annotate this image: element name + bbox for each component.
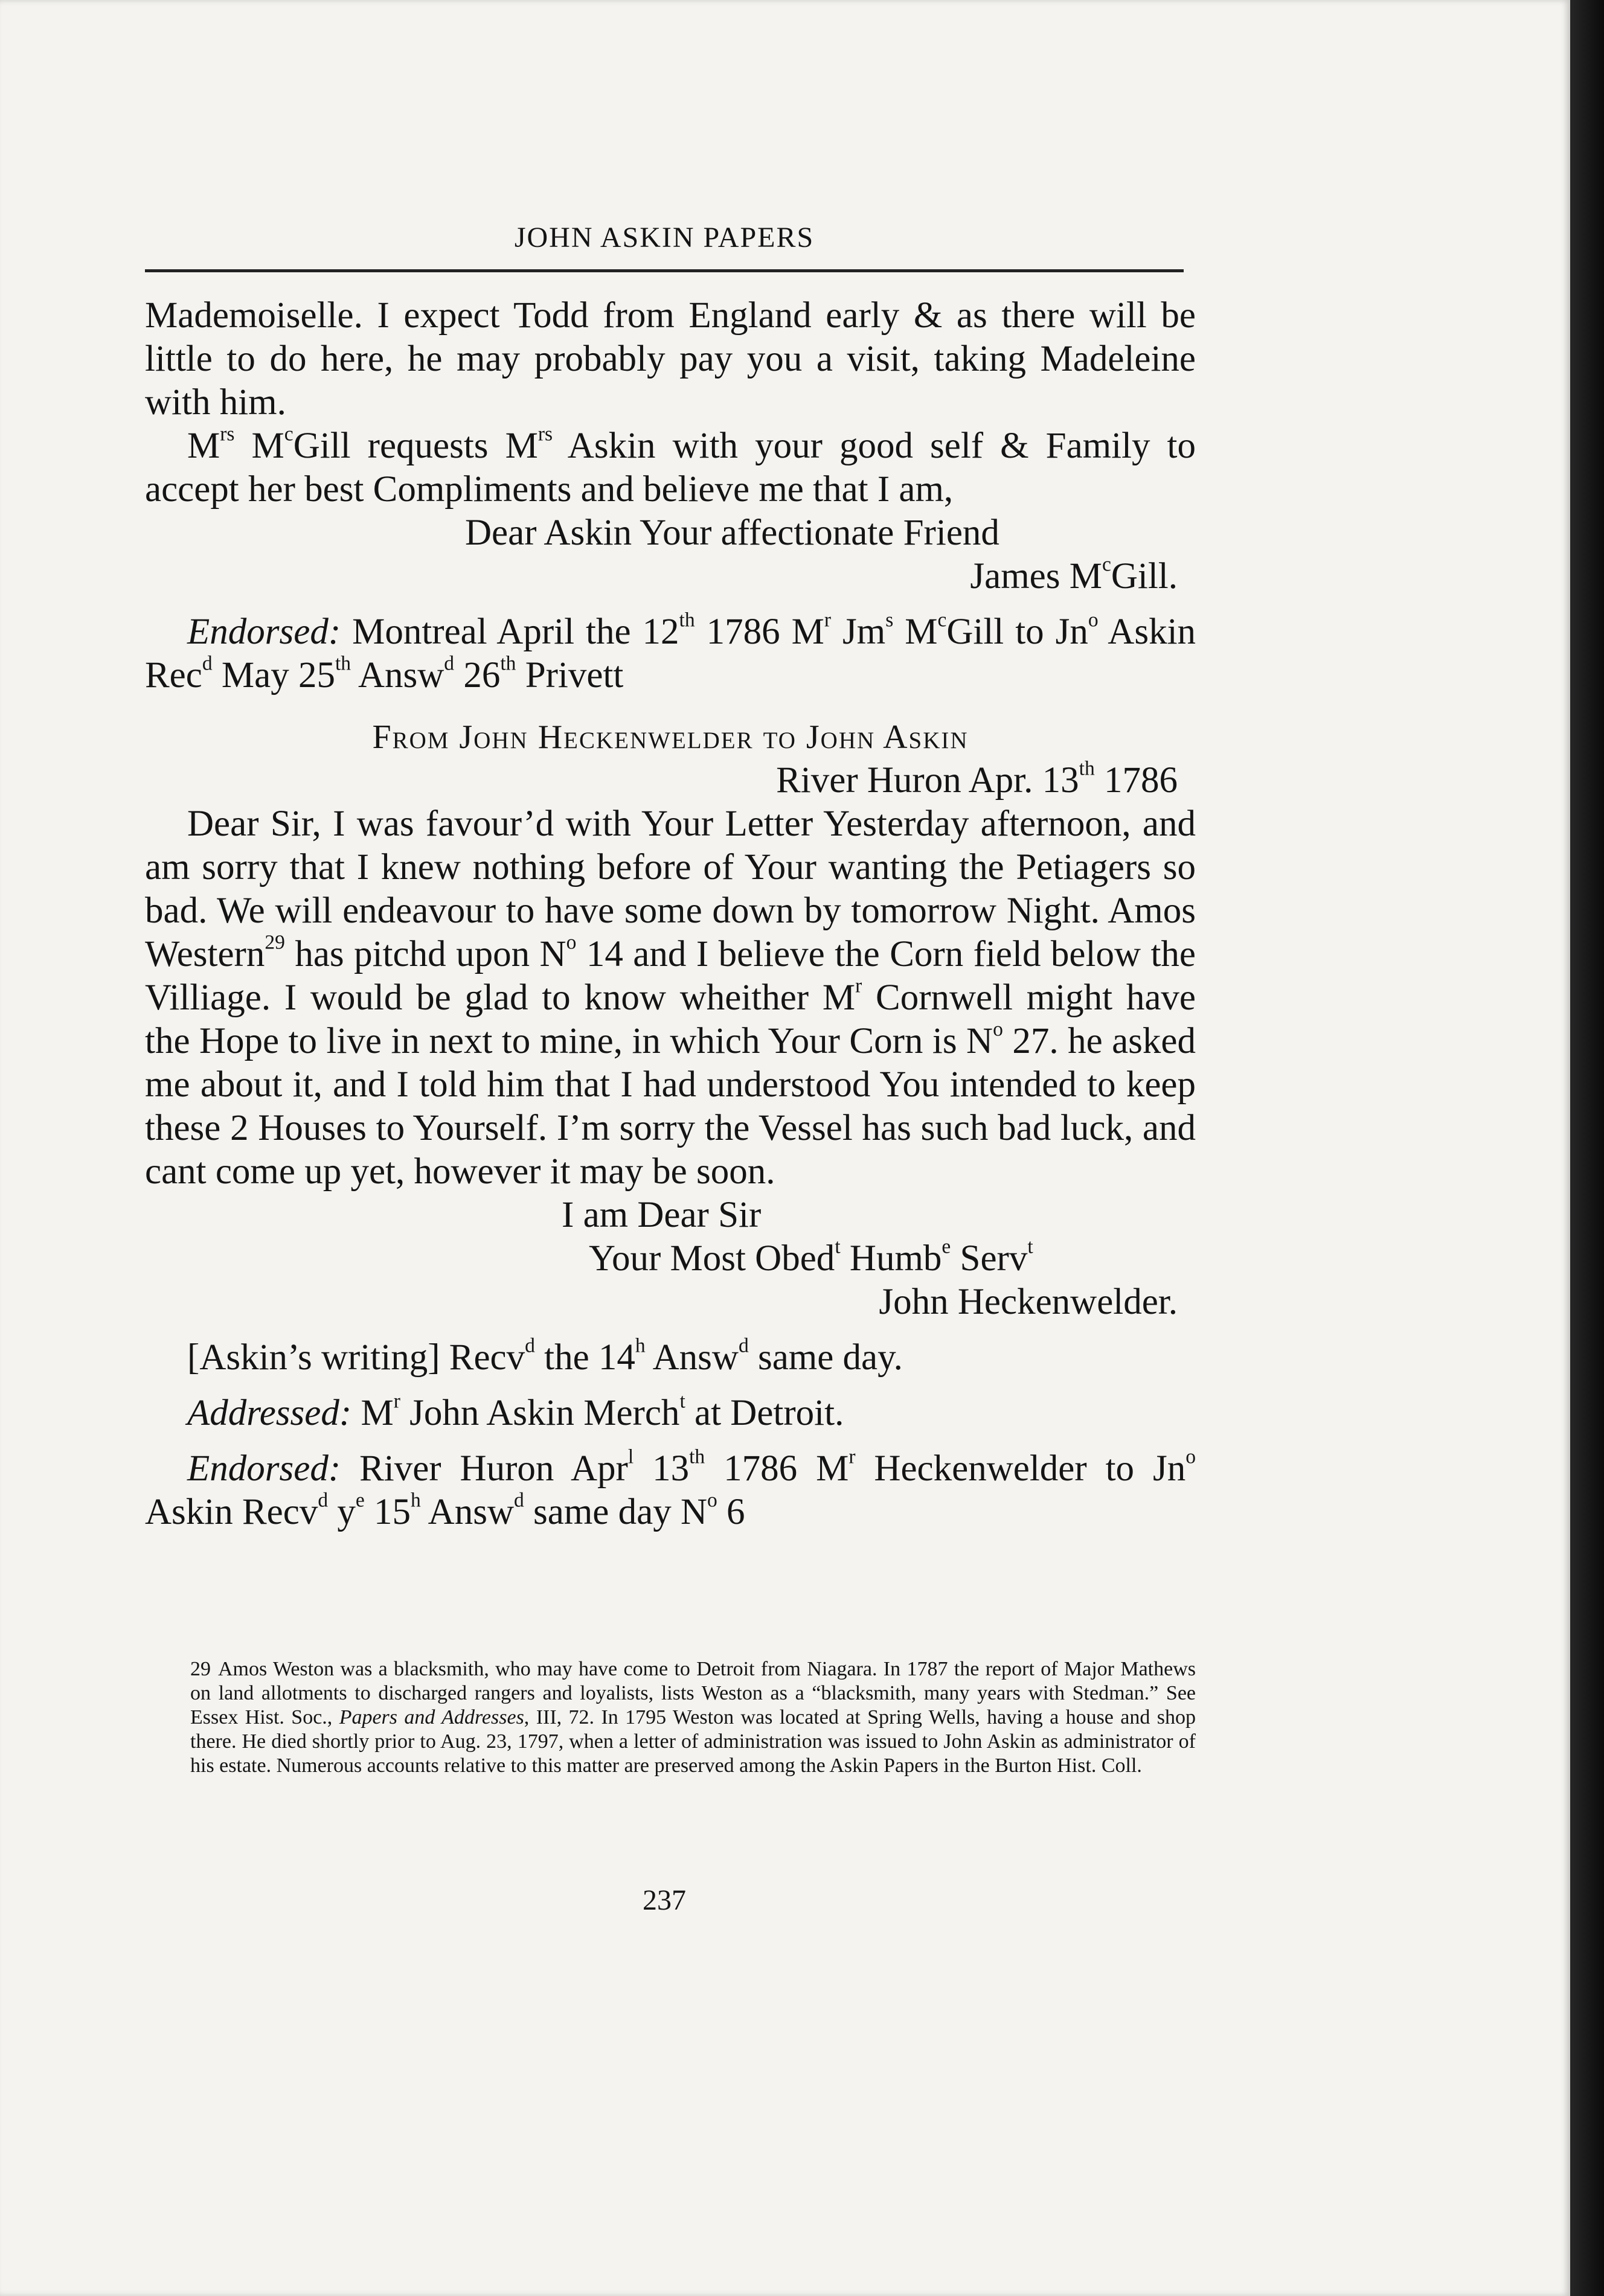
letter1-endorsement: Endorsed: Montreal April the 12th 1786 $M^r$ Jm$^s$ $M^cGill$ to Jn$^o$ Askin Rec$^d$ May 25th Answ$^d$ 26th Privett: [145, 609, 1196, 696]
endorsed-label: Endorsed:: [187, 612, 341, 652]
letter1-paragraph-1: Mademoiselle. I expect Todd from England early & as there will be little to do here, he may probably pay you a visit, taking Madeleine with him.: [145, 295, 1196, 423]
letter1-closing: Dear Askin Your affectionate Friend: [465, 513, 999, 553]
letter2-closing-2: Your Most Obed$^t$ Humb$^e$ Serv$^t$: [589, 1235, 1033, 1279]
page-body: [145, 294, 1196, 1534]
letter2-signature: John Heckenwelder.: [879, 1282, 1178, 1322]
letter2-endorsement: Endorsed: River Huron Apr$^l$ 13th 1786 $M^r$ Heckenwelder to Jn$^o$ Askin Recv$^d$ $y^e$ 15$^h$ Answ$^d$ same day $N^o$ 6: [145, 1445, 1196, 1532]
letter1-paragraph-2: $M^{rs}$ $M^cGill$ requests $M^{rs}$ Askin with your good self & Family to accept her best Compliments and believe me that I am,: [145, 423, 1196, 510]
footnote-block: [190, 1657, 1196, 1778]
letter2-closing-1: I am Dear Sir: [562, 1195, 762, 1235]
letter2-dateline: River Huron Apr. 13th 1786: [776, 757, 1178, 801]
letter2-askin-note: [Askin’s writing] Recv$^d$ the 14$^h$ Answ$^d$ same day.: [187, 1334, 903, 1378]
footnote-number: 29: [190, 1658, 211, 1680]
footnote-29: 29 Amos Weston was a blacksmith, who may have come to Detroit from Niagara. In 1787 the report of Major Mathews on land allotments to discharged rangers and loyalists, lists Weston as a “blacksmith, many years with Stedman.” See Essex Hist. Soc., Papers and Addresses, III, 72. In 1795 Weston was located at Spring Wells, having a house and shop there. He died shortly prior to Aug. 23, 1797, when a letter of administration was issued to John Askin as administrator of his estate. Numerous accounts relative to this matter are preserved among the Askin Papers in the Burton Hist. Coll.: [190, 1658, 1196, 1777]
scan-edge: [1570, 0, 1604, 2296]
page-number: 237: [643, 1884, 686, 1916]
endorsed-label: Endorsed:: [187, 1448, 341, 1489]
letter2-heading: From John Heckenwelder to John Askin: [372, 718, 969, 756]
header-rule: [145, 269, 1184, 272]
footnote-ref: 29: [265, 931, 285, 954]
addressed-label: Addressed:: [187, 1393, 352, 1433]
running-head: JOHN ASKIN PAPERS: [514, 222, 815, 254]
letter2-address: Addressed: $M^r$ John Askin Merch$^t$ at Detroit.: [187, 1390, 844, 1433]
letter1-signature: James $M^cGill$.: [970, 553, 1178, 596]
letter2-body: Dear Sir, I was favour’d with Your Letter Yesterday afternoon, and am sorry that I knew nothing before of Your wanting the Petiagers so bad. We will endeavour to have some down by tomorrow Night. Amos Western$^{29}$ has pitchd upon $N^o$ 14 and I believe the Corn field below the Villiage. I would be glad to know wheither $M^r$ Cornwell might have the Hope to live in next to mine, in which Your Corn is $N^o$ 27. he asked me about it, and I told him that I had understood You intended to keep these 2 Houses to Yourself. I’m sorry the Vessel has such bad luck, and cant come up yet, however it may be soon.: [145, 804, 1196, 1192]
